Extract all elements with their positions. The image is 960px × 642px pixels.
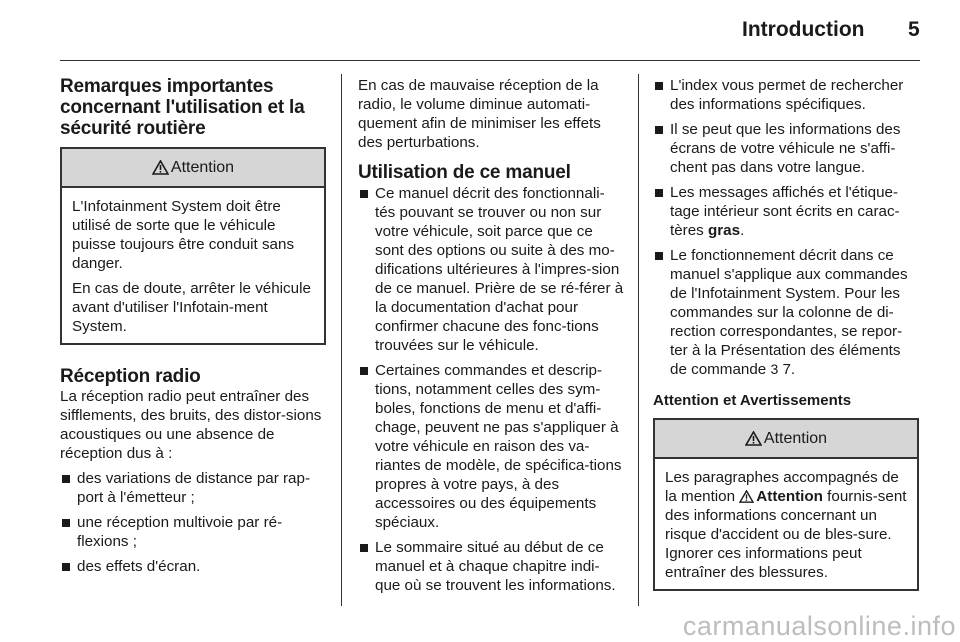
- attention-keyword: Attention: [756, 488, 823, 505]
- warnings-section-title: Attention et Avertissements: [653, 392, 852, 409]
- list-item-text: Le fonctionnement décrit dans ce manuel s'applique aux commandes de l'Infotainment System. Pour les commandes sur la colonne de di-rection correspondantes, se repor-ter à la Présentation des éléments de commande: [670, 247, 908, 378]
- watermark: carmanualsonline.info: [682, 611, 956, 641]
- column-2: [358, 76, 624, 601]
- attention-paragraph: En cas de doute, arrêter le véhicule avant d'utiliser l'Infotain-ment System.: [72, 280, 311, 335]
- attention-paragraph: L'Infotainment System doit être utilisé de sorte que le véhicule puisse toujours être conduit sans danger.: [72, 198, 295, 272]
- column-divider-1: [341, 74, 342, 606]
- list-item: Le sommaire situé au début de ce manuel et à chaque chapitre indi-que où se trouvent les informations.: [358, 538, 624, 595]
- warning-triangle-icon: [152, 160, 169, 175]
- list-item: [653, 183, 919, 240]
- column-divider-2: [638, 74, 639, 606]
- attention-box-header: [655, 420, 917, 459]
- list-item: Ce manuel décrit des fonctionnali-tés pouvant se trouver ou non sur votre véhicule, soit parce que ce sont des options ou suite à des mo-difications ultérieures à l'impres-sion de ce manuel. Prière de se ré-férer à la documentation d'achat pour confirmer chacune des fonc-tions trouvées sur le véhicule.: [358, 184, 624, 355]
- safety-section-title: Remarques importantes concernant l'utilisation et la sécurité routière: [60, 76, 305, 139]
- list-item: Certaines commandes et descrip-tions, notamment celles des sym-boles, fonctions de menu et d'affi-chage, peuvent ne pas s'appliquer à votre véhicule en raison des va-riantes de modèle, de spécifica-tions propres à votre pays, à des accessoires ou des équipements spéciaux.: [358, 361, 624, 532]
- reception-list: [60, 469, 326, 576]
- attention-box-heading: Attention: [170, 159, 235, 176]
- attention-box-heading: Attention: [763, 430, 828, 447]
- list-item: une réception multivoie par ré-flexions ;: [60, 513, 326, 551]
- page-number: 5: [908, 18, 920, 41]
- list-item: des effets d'écran.: [60, 557, 326, 576]
- list-item: des variations de distance par rap-port à l'émetteur ;: [60, 469, 326, 507]
- reception-intro: La réception radio peut entraîner des sifflements, des bruits, des distor-sions acoustiques ou une absence de réception dus à :: [60, 388, 322, 462]
- attention-box: [60, 147, 326, 345]
- manual-list-continued: [653, 76, 919, 379]
- list-item-text: .: [740, 222, 745, 239]
- warning-triangle-icon: [739, 490, 754, 503]
- attention-box-header: [62, 149, 324, 188]
- attention-text: fournis-sent des informations concernant un risque d'accident ou de bles-sure. Ignorer ces informations peut entraîner des blessures.: [665, 488, 907, 581]
- manual-section-title: Utilisation de ce manuel: [358, 162, 571, 183]
- attention-text: Les paragraphes accompagnés de la mention: [665, 469, 899, 505]
- attention-box: [653, 418, 919, 591]
- attention-box-body: [62, 188, 324, 343]
- list-item: [653, 246, 919, 379]
- warning-triangle-icon: [745, 431, 762, 446]
- header-rule: [60, 60, 920, 61]
- list-item-text: Les messages affichés et l'étique-tage intérieur sont écrits en carac-tères: [670, 184, 900, 239]
- list-item: L'index vous permet de rechercher des informations spécifiques.: [653, 76, 919, 114]
- page-header-title: Introduction: [742, 18, 865, 41]
- reception-continued: En cas de mauvaise réception de la radio, le volume diminue automati-quement afin de minimiser les effets des perturbations.: [358, 77, 601, 151]
- page-reference-arrow: 3: [770, 361, 779, 377]
- page-reference: 7.: [778, 361, 796, 378]
- attention-paragraph: [665, 468, 907, 582]
- list-item: Il se peut que les informations des écrans de votre véhicule ne s'affi-chent pas dans votre langue.: [653, 120, 919, 177]
- column-1: [60, 76, 326, 582]
- attention-box-body: [655, 459, 917, 589]
- reception-section-title: Réception radio: [60, 366, 201, 387]
- manual-list: [358, 184, 624, 595]
- bold-word: gras: [707, 222, 741, 239]
- column-3: [653, 76, 919, 591]
